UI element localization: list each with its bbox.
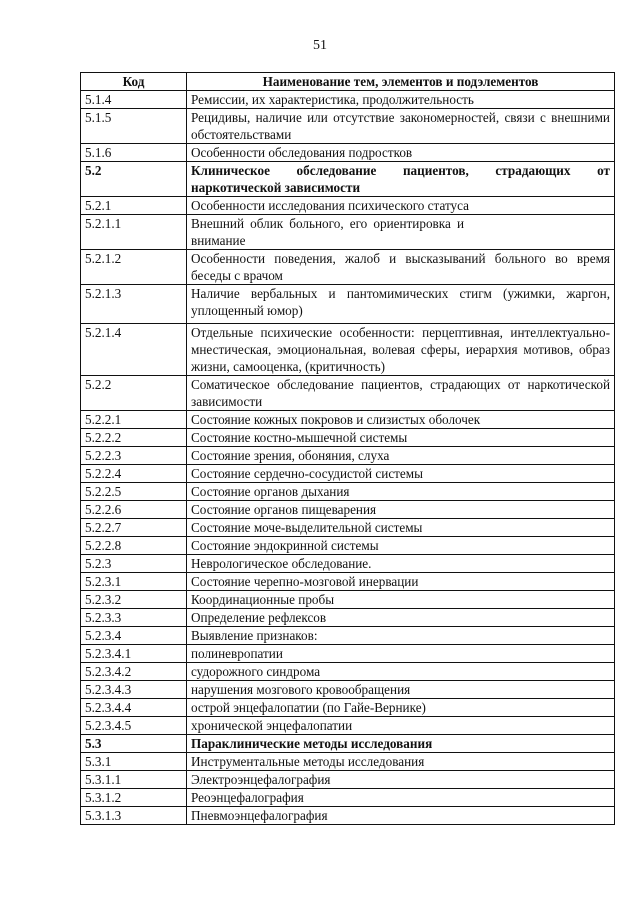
table-row xyxy=(81,429,615,447)
table-row xyxy=(81,501,615,519)
row-name: Отдельные психические особенности: перцептивная, интеллектуально-мнестическая, эмоциональная, волевая сферы, иерархия мотивов, образ жизни, самооценка, (критичность) xyxy=(187,324,615,376)
table-row xyxy=(81,699,615,717)
row-name: хронической энцефалопатии xyxy=(187,717,615,735)
row-code: 5.1.5 xyxy=(81,109,187,144)
row-code: 5.1.6 xyxy=(81,144,187,162)
row-name: Соматическое обследование пациентов, страдающих от наркотической зависимости xyxy=(187,376,615,411)
table-row xyxy=(81,555,615,573)
table-row xyxy=(81,465,615,483)
table-row xyxy=(81,645,615,663)
row-name: Пневмоэнцефалография xyxy=(187,807,615,825)
row-code: 5.3.1.2 xyxy=(81,789,187,807)
row-name: Особенности исследования психического статуса xyxy=(187,197,615,215)
table-row xyxy=(81,717,615,735)
row-name: Инструментальные методы исследования xyxy=(187,753,615,771)
table-row xyxy=(81,91,615,109)
row-code: 5.2.2.1 xyxy=(81,411,187,429)
table-row xyxy=(81,250,615,285)
row-name: острой энцефалопатии (по Гайе-Вернике) xyxy=(187,699,615,717)
table-row xyxy=(81,109,615,144)
row-name: Состояние органов дыхания xyxy=(187,483,615,501)
table-row xyxy=(81,609,615,627)
row-code: 5.2.3.4.3 xyxy=(81,681,187,699)
header-code: Код xyxy=(81,73,187,91)
row-code: 5.2.3.4.2 xyxy=(81,663,187,681)
row-code: 5.2.2.8 xyxy=(81,537,187,555)
row-code: 5.2.2.3 xyxy=(81,447,187,465)
table-row xyxy=(81,324,615,376)
table-row xyxy=(81,807,615,825)
row-code: 5.2.3.4.4 xyxy=(81,699,187,717)
row-name: Состояние кожных покровов и слизистых оболочек xyxy=(187,411,615,429)
row-name: Координационные пробы xyxy=(187,591,615,609)
row-name: Особенности поведения, жалоб и высказываний больного во время беседы с врачом xyxy=(187,250,615,285)
table-row xyxy=(81,519,615,537)
row-code: 5.2.2.6 xyxy=(81,501,187,519)
row-code: 5.2.2.4 xyxy=(81,465,187,483)
row-code: 5.2.2.7 xyxy=(81,519,187,537)
row-code: 5.2.3.4.1 xyxy=(81,645,187,663)
table-row xyxy=(81,537,615,555)
row-name: Определение рефлексов xyxy=(187,609,615,627)
row-code: 5.2.1 xyxy=(81,197,187,215)
row-name: Рецидивы, наличие или отсутствие закономерностей, связи с внешними обстоятельствами xyxy=(187,109,615,144)
row-code: 5.2.1.3 xyxy=(81,285,187,324)
table-row xyxy=(81,735,615,753)
table-row xyxy=(81,483,615,501)
row-name: Состояние костно-мышечной системы xyxy=(187,429,615,447)
row-code: 5.2.3.2 xyxy=(81,591,187,609)
row-name: Ремиссии, их характеристика, продолжительность xyxy=(187,91,615,109)
row-code: 5.3.1.1 xyxy=(81,771,187,789)
row-name: Неврологическое обследование. xyxy=(187,555,615,573)
row-name: Внешний облик больного, его ориентировка и внимание xyxy=(187,215,615,250)
row-name: Наличие вербальных и пантомимических стигм (ужимки, жаргон, уплощенный юмор) xyxy=(187,285,615,324)
row-name: Состояние зрения, обоняния, слуха xyxy=(187,447,615,465)
row-name: Состояние органов пищеварения xyxy=(187,501,615,519)
row-code: 5.2.2.2 xyxy=(81,429,187,447)
row-name: Состояние сердечно-сосудистой системы xyxy=(187,465,615,483)
row-code: 5.2.3.4.5 xyxy=(81,717,187,735)
table-row xyxy=(81,411,615,429)
row-code: 5.2.3.4 xyxy=(81,627,187,645)
row-name: нарушения мозгового кровообращения xyxy=(187,681,615,699)
table-row xyxy=(81,197,615,215)
table-row xyxy=(81,681,615,699)
row-name: Электроэнцефалография xyxy=(187,771,615,789)
row-name: Реоэнцефалография xyxy=(187,789,615,807)
row-name: Особенности обследования подростков xyxy=(187,144,615,162)
table-header-row xyxy=(81,73,615,91)
table-row xyxy=(81,144,615,162)
table-row xyxy=(81,573,615,591)
row-code: 5.2.3.3 xyxy=(81,609,187,627)
row-code: 5.2.2 xyxy=(81,376,187,411)
table-row xyxy=(81,215,615,250)
table-row xyxy=(81,771,615,789)
row-name: Клиническое обследование пациентов, страдающих от наркотической зависимости xyxy=(187,162,615,197)
table-row xyxy=(81,789,615,807)
topics-table xyxy=(80,72,615,825)
row-name: Параклинические методы исследования xyxy=(187,735,615,753)
row-name: судорожного синдрома xyxy=(187,663,615,681)
table-row xyxy=(81,285,615,324)
row-name: Состояние моче-выделительной системы xyxy=(187,519,615,537)
row-name: Состояние эндокринной системы xyxy=(187,537,615,555)
table-row xyxy=(81,753,615,771)
table-row xyxy=(81,591,615,609)
page-number: 51 xyxy=(313,38,327,53)
table-row xyxy=(81,627,615,645)
header-name: Наименование тем, элементов и подэлементов xyxy=(187,73,615,91)
row-code: 5.3.1 xyxy=(81,753,187,771)
row-code: 5.2.1.1 xyxy=(81,215,187,250)
row-code: 5.2.3 xyxy=(81,555,187,573)
table-row xyxy=(81,447,615,465)
row-code: 5.2.1.4 xyxy=(81,324,187,376)
row-name: Выявление признаков: xyxy=(187,627,615,645)
row-name: полиневропатии xyxy=(187,645,615,663)
row-code: 5.3 xyxy=(81,735,187,753)
row-code: 5.1.4 xyxy=(81,91,187,109)
row-code: 5.2.2.5 xyxy=(81,483,187,501)
row-code: 5.3.1.3 xyxy=(81,807,187,825)
row-code: 5.2 xyxy=(81,162,187,197)
row-code: 5.2.1.2 xyxy=(81,250,187,285)
row-code: 5.2.3.1 xyxy=(81,573,187,591)
row-name: Состояние черепно-мозговой инервации xyxy=(187,573,615,591)
table-row xyxy=(81,376,615,411)
table-row xyxy=(81,663,615,681)
table-row xyxy=(81,162,615,197)
